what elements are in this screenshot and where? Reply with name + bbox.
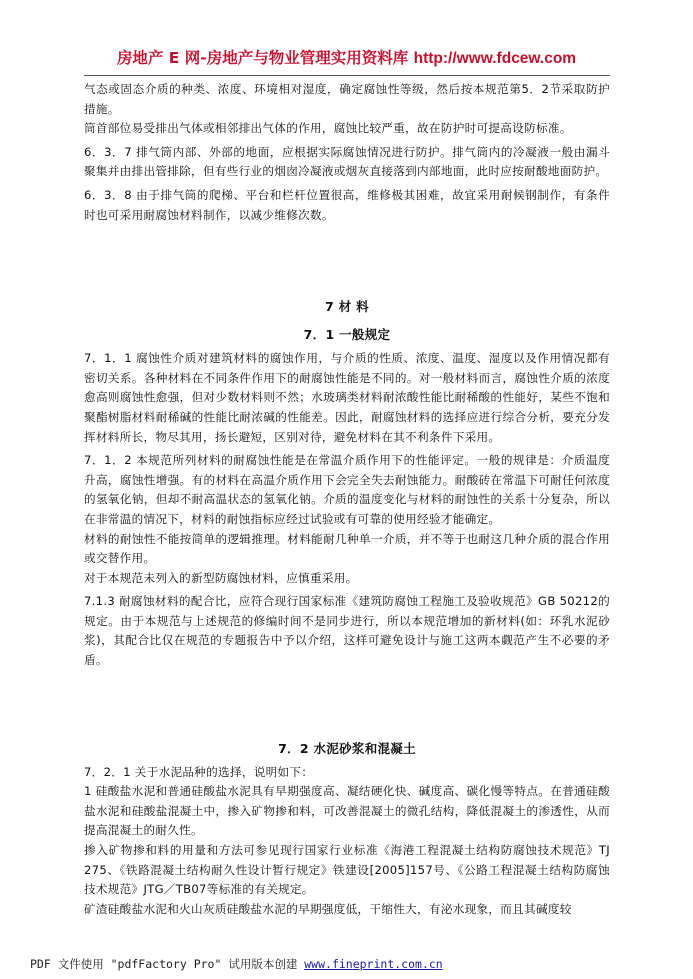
pdf-footer [30,955,443,973]
spacer [84,225,610,297]
paragraph-6-3-8: 6．3．8 由于排气筒的爬梯、平台和栏杆位置很高，维修极其困难，故宜采用耐候钢制作，有条件时也可采用耐腐蚀材料制作，以减少维修次数。 [84,187,610,222]
paragraph-7-1-2-b: 材料的耐蚀性不能按简单的逻辑推理。材料能耐几种单一介质，并不等于也耐这几种介质的混合作用或交替作用。 [84,531,610,566]
paragraph-7-2-1: 7．2．1 关于水泥品种的选择，说明如下： [84,764,314,779]
paragraph-continued: 气态或固态介质的种类、浓度、环境相对湿度，确定腐蚀性等级，然后按本规范第5．2节采取防护措施。 [84,82,610,116]
paragraph-7-2-1-item-1-b: 掺入矿物掺和料的用量和方法可参见现行国家行业标准《海港工程混凝土结构防腐蚀技术规范》TJ 275、《铁路混凝土结构耐久性设计暂行规定》铁建设[2005]157号、《公路工程混凝土结构防腐蚀技术规范》JTG／TB07等标准的有关规定。 [84,843,610,897]
paragraph-6-3-6-note: 筒首部位易受排出气体或相邻排出气体的作用，腐蚀比较严重，故在防护时可提高设防标准。 [84,121,572,136]
paragraph-7-1-1: 7．1．1 腐蚀性介质对建筑材料的腐蚀作用，与介质的性质、浓度、温度、湿度以及作用情况都有密切关系。各种材料在不同条件作用下的耐腐蚀性能是不同的。对一般材料而言，腐蚀性介质的浓度愈高则腐蚀性愈强，但对少数材料则不然；水玻璃类材料耐浓酸性能比耐稀酸的性能好，某些不饱和聚酯树脂材料耐稀碱的性能比耐浓碱的性能差。因此，耐腐蚀材料的选择应进行综合分析，要充分发挥材料所长，物尽其用，扬长避短，区别对待，避免材料在其不利条件下采用。 [84,351,610,444]
paragraph-7-2-1-item-1-c: 矿渣硅酸盐水泥和火山灰质硅酸盐水泥的早期强度低，干缩性大，有泌水现象，而且其碱度较 [84,901,572,916]
site-banner-url[interactable]: http://www.fdcew.com [413,50,577,67]
paragraph-7-1-2-c: 对于本规范未列入的新型防腐蚀材料，应慎重采用。 [84,570,358,585]
section-heading-7-1: 7．1 一般规定 [303,327,391,343]
chapter-heading: 7 材 料 [325,299,369,315]
site-banner-title: 房地产 E 网-房地产与物业管理实用资料库 [116,49,414,67]
section-heading-7-2: 7．2 水泥砂浆和混凝土 [278,740,416,756]
pdf-footer-text: PDF 文件使用 "pdfFactory Pro" 试用版本创建 [30,957,305,971]
document-body [84,80,610,919]
paragraph-7-1-3: 7.1.3 耐腐蚀材料的配合比，应符合现行国家标准《建筑防腐蚀工程施工及验收规范》GB 50212的规定。由于本规范与上述规范的修编时间不是同步进行，所以本规范增加的新材料(如：环乳水泥砂浆)，其配合比仅在规范的专题报告中予以介绍，这样可避免设计与施工这两本觑范产生不必要的矛盾。 [84,594,610,668]
paragraph-7-1-2: 7．1．2 本规范所列材料的耐腐蚀性能是在常温介质作用下的性能评定。一般的规律是：介质温度升高，腐蚀性增强。有的材料在高温介质作用下会完全失去耐蚀能力。耐酸砖在常温下可耐任何浓度的氢氧化钠，但却不耐高温状态的氢氧化钠。介质的温度变化与材料的耐蚀性的关系十分复杂，所以在非常温的情况下，材料的耐蚀指标应经过试验或有可靠的使用经验才能确定。 [84,453,610,526]
paragraph-7-2-1-item-1: 1 硅酸盐水泥和普通硅酸盐水泥具有早期强度高、凝结硬化快、碱度高、碳化慢等特点。在普通硅酸盐水泥和硅酸盐混凝土中，掺入矿物掺和料，可改善混凝土的微孔结构，降低混凝土的渗透性，从而提高混凝土的耐久性。 [84,784,610,838]
pdf-footer-link[interactable]: www.fineprint.com.cn [304,957,443,971]
paragraph-6-3-7: 6．3．7 排气筒内部、外部的地面，应根据实际腐蚀情况进行防护。排气筒内的冷凝液一般由漏斗聚集并由排出管排除，但有些行业的烟囱冷凝液或烟灰直接落到内部地面，此时应按耐酸地面防护。 [84,144,610,179]
header-divider [84,75,610,76]
site-banner [0,44,693,72]
spacer [84,671,610,739]
